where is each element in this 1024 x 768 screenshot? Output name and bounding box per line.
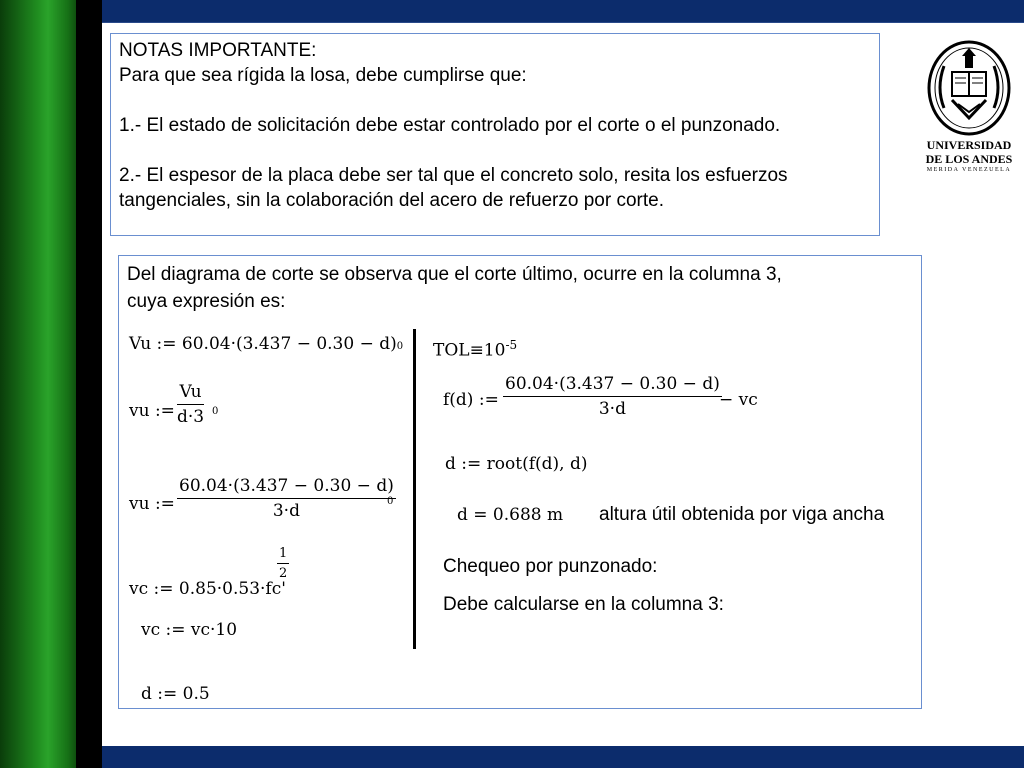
- logo-text-line3: MERIDA VENEZUELA: [926, 167, 1012, 173]
- notes-item2b: tangenciales, sin la colaboración del acero de refuerzo por corte.: [119, 190, 664, 211]
- f-tail: − vc: [719, 390, 758, 410]
- f-fraction: [503, 374, 722, 419]
- eq-vu-denominator: d·3: [177, 407, 205, 427]
- notes-item2a: 2.- El espesor de la placa debe ser tal que el concreto solo, resita los esfuerzos: [119, 165, 788, 186]
- column-divider: [413, 329, 416, 649]
- top-divider-line: [102, 22, 1024, 23]
- eq-vc: vc := 0.85·0.53·fc': [129, 579, 286, 599]
- calc-intro-line2: cuya expresión es:: [127, 291, 286, 312]
- eq-vc-exponent: [277, 546, 289, 581]
- f-denominator: 3·d: [598, 399, 626, 419]
- tol-definition: $TOL\equiv 10^{-5}$: [433, 338, 518, 361]
- eq-vu-fraction: [177, 382, 204, 427]
- eq-d-initial: d := 0.5: [141, 684, 210, 704]
- eq-vu2-numerator: 60.04·(3.437 − 0.30 − d): [179, 476, 394, 496]
- notes-box: [110, 33, 880, 236]
- calculation-box: [118, 255, 922, 709]
- side-black-band: [76, 0, 102, 768]
- logo-text-line1: UNIVERSIDAD: [926, 138, 1012, 152]
- university-seal-icon: [922, 38, 1016, 138]
- logo-text-line2: DE LOS ANDES: [925, 152, 1013, 166]
- notes-line1: Para que sea rígida la losa, debe cumplirse que:: [119, 65, 527, 86]
- eq-vu-numerator: Vu: [179, 382, 202, 402]
- eq-vu-lhs: vu :=: [129, 401, 175, 421]
- eq-vc-exp-den: 2: [279, 566, 288, 581]
- bottom-bar: [102, 746, 1024, 768]
- eq-vu2-denominator: 3·d: [272, 501, 300, 521]
- eq-vc-exp-num: 1: [279, 546, 288, 561]
- top-bar: [102, 0, 1024, 22]
- d-note: altura útil obtenida por viga ancha: [599, 504, 885, 525]
- eq-vc2: vc := vc·10: [141, 620, 238, 640]
- eq-vu2-marker: 0: [387, 496, 394, 507]
- notes-item1: 1.- El estado de solicitación debe estar controlado por el corte o el punzonado.: [119, 115, 781, 136]
- f-lhs: f(d) :=: [443, 390, 499, 410]
- notes-title: NOTAS IMPORTANTE:: [119, 40, 317, 61]
- eq-vu-marker: 0: [212, 406, 219, 417]
- check-punzonado: Chequeo por punzonado:: [443, 556, 658, 577]
- calc-intro-line1: Del diagrama de corte se observa que el corte último, ocurre en la columna 3,: [127, 264, 782, 285]
- check-column3: Debe calcularse en la columna 3:: [443, 594, 724, 615]
- eq-vu2-fraction: [177, 476, 396, 521]
- d-unit: m: [547, 505, 564, 525]
- side-green-band: [0, 0, 80, 768]
- eq-vu2-lhs: vu :=: [129, 494, 175, 514]
- f-numerator: 60.04·(3.437 − 0.30 − d): [505, 374, 720, 394]
- university-logo: [922, 38, 1016, 178]
- d-result: d = 0.688: [457, 505, 542, 525]
- root-expression: d := root(f(d), d): [445, 454, 588, 474]
- eq-vu-full: Vu := 60.04·(3.437 − 0.30 − d)0: [129, 334, 404, 354]
